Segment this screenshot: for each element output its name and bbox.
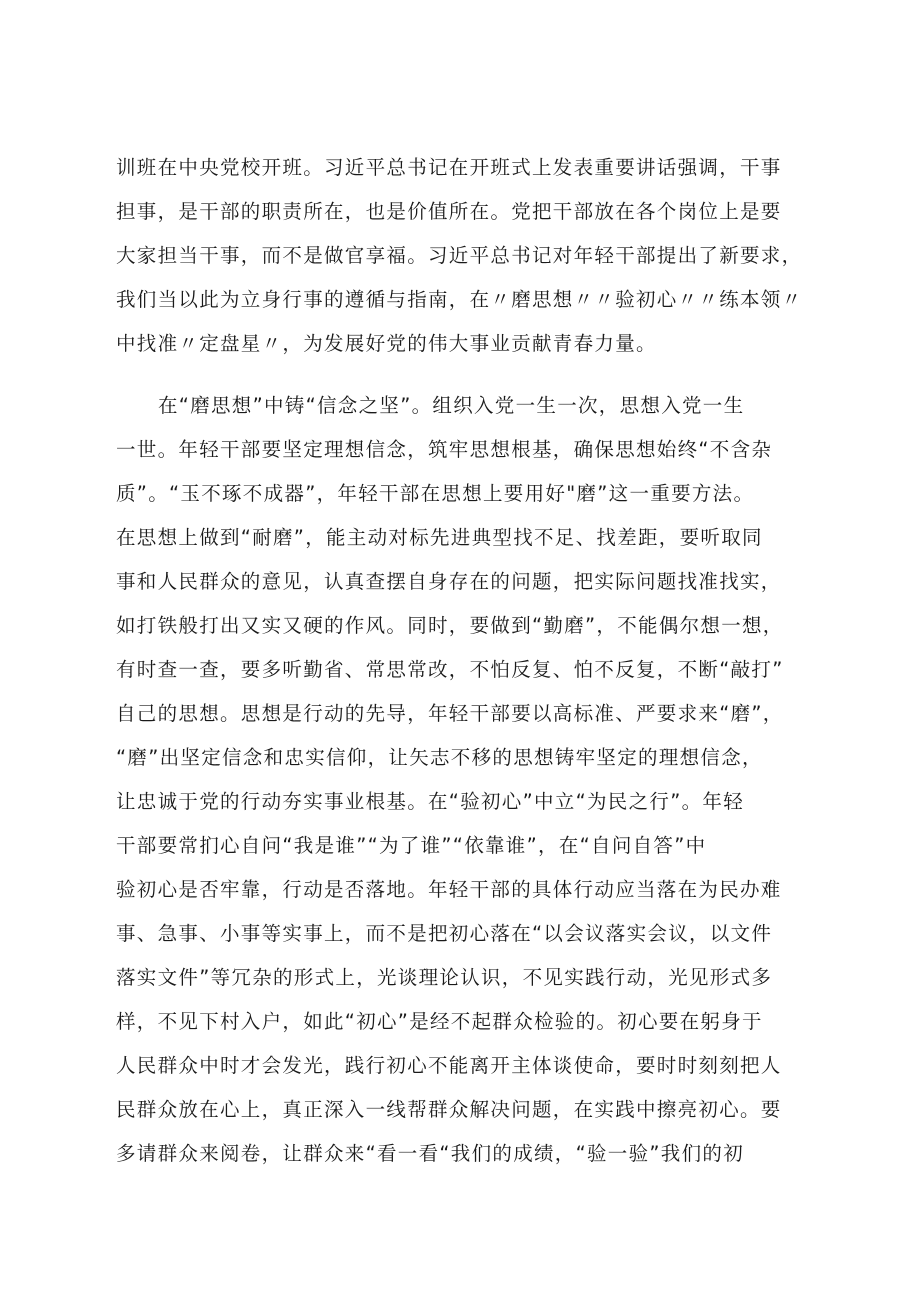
paragraph-2-line-14: 落实文件”等冗杂的形式上，光谈理论认识，不见实践行动，光见形式多 — [116, 966, 773, 989]
paragraph-2-line-2: 一世。年轻干部要坚定理想信念，筑牢思想根基，确保思想始终“不含杂 — [116, 438, 773, 461]
paragraph-2-line-16: 人民群众中时才会发光，践行初心不能离开主体谈使命，要时时刻刻把人 — [116, 1054, 782, 1077]
paragraph-2-line-5: 事和人民群众的意见，认真查摆自身存在的问题，把实际问题找准找实， — [116, 570, 782, 593]
paragraph-2-line-17: 民群众放在心上，真正深入一线帮群众解决问题，在实践中擦亮初心。要 — [116, 1098, 782, 1121]
paragraph-2-line-3: 质”。“玉不琢不成器”，年轻干部在思想上要用好"磨”这一重要方法。 — [116, 482, 755, 505]
paragraph-2-line-11: 干部要常扪心自问“我是谁”“为了谁”“依靠谁”，在“自问自答”中 — [116, 834, 707, 857]
paragraph-2-line-15: 样，不见下村入户，如此“初心”是经不起群众检验的。初心要在躬身于 — [116, 1010, 763, 1033]
paragraph-2-line-18: 多请群众来阅卷，让群众来“看一看“我们的成绩，“验一验”我们的初 — [116, 1142, 745, 1165]
paragraph-1-line-5: 中找准〃定盘星〃，为发展好党的伟大事业贡献青春力量。 — [116, 332, 657, 355]
paragraph-2-line-1: 在“磨思想”中铸“信念之坚”。组织入党一生一次，思想入党一生 — [158, 394, 745, 417]
paragraph-2-line-12: 验初心是否牢靠，行动是否落地。年轻干部的具体行动应当落在为民办难 — [116, 878, 782, 901]
paragraph-2-line-8: 自己的思想。思想是行动的先导，年轻干部要以高标准、严要求来“磨”， — [116, 702, 784, 725]
paragraph-2-line-6: 如打铁般打出又实又硬的作风。同时，要做到“勤磨”，不能偶尔想一想， — [116, 614, 784, 637]
paragraph-2-line-10: 让忠诚于党的行动夯实事业根基。在“验初心”中立“为民之行”。年轻 — [116, 790, 745, 813]
paragraph-2-line-7: 有时查一查，要多听勤省、常思常改，不怕反复、怕不反复，不断“敲打” — [116, 658, 784, 681]
paragraph-2-line-4: 在思想上做到“耐磨”，能主动对标先进典型找不足、找差距，要听取同 — [116, 526, 763, 549]
paragraph-1-line-1: 训班在中央党校开班。习近平总书记在开班式上发表重要讲话强调，干事 — [116, 156, 782, 179]
paragraph-1-line-2: 担事，是干部的职责所在，也是价值所在。党把干部放在各个岗位上是要 — [116, 200, 782, 223]
paragraph-1-line-4: 我们当以此为立身行事的遵循与指南，在〃磨思想〃〃验初心〃〃练本领〃 — [116, 288, 803, 311]
paragraph-2-line-9: “磨”出坚定信念和忠实信仰，让矢志不移的思想铸牢坚定的理想信念， — [116, 746, 763, 769]
paragraph-2-line-13: 事、急事、小事等实事上，而不是把初心落在“以会议落实会议，以文件 — [116, 922, 773, 945]
paragraph-1-line-3: 大家担当干事，而不是做官享福。习近平总书记对年轻干部提出了新要求， — [116, 244, 803, 267]
